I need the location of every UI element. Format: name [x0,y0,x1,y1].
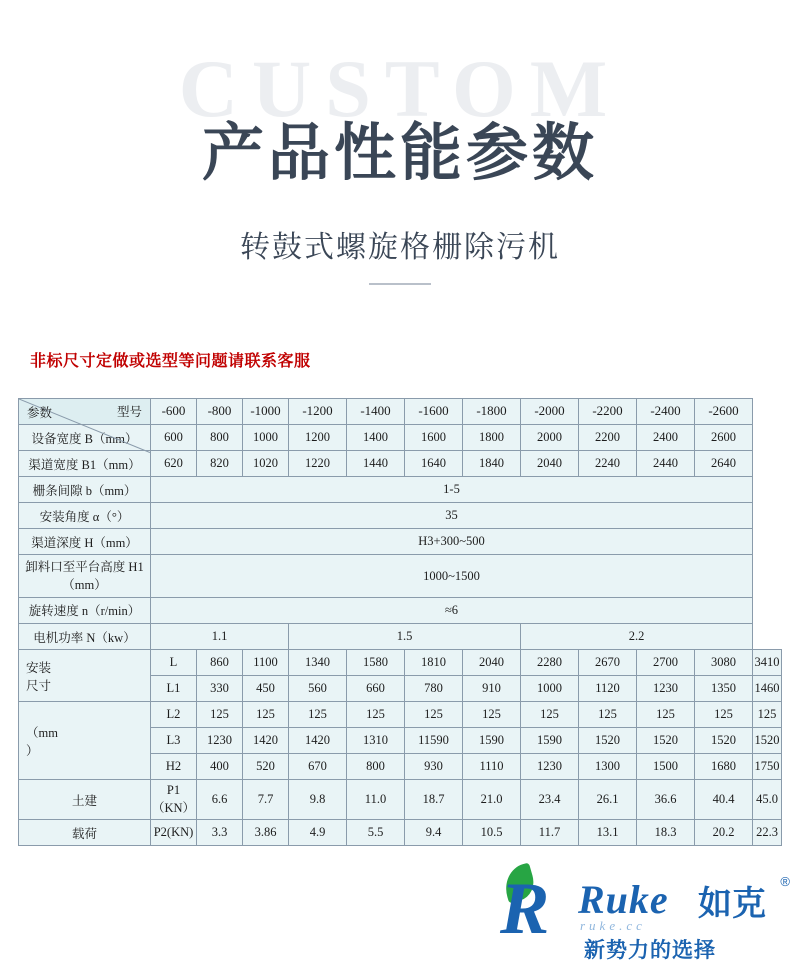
corner-header-cell [19,399,151,425]
load-group-label-a: 土建 [19,780,151,820]
table-cell: 2240 [579,451,637,477]
table-cell: 6.6 [197,780,243,820]
logo-brand-cn: 如克 [698,885,766,923]
table-row [19,650,782,676]
table-cell: 1420 [243,728,289,754]
model-header-cell: -1000 [243,399,289,425]
table-cell: 18.7 [405,780,463,820]
table-cell: 1230 [637,676,695,702]
table-cell: 2670 [579,650,637,676]
table-cell: 125 [463,702,521,728]
table-cell: 9.4 [405,820,463,846]
table-cell: 2700 [637,650,695,676]
table-cell: 400 [197,754,243,780]
table-cell: 3.3 [197,820,243,846]
table-cell: 1120 [579,676,637,702]
row-label: 旋转速度 n（r/min） [19,598,151,624]
table-cell: 1100 [243,650,289,676]
row-label: 栅条间隙 b（mm） [19,477,151,503]
table-cell: 1110 [463,754,521,780]
table-cell: 125 [753,702,782,728]
table-cell-merged: 1-5 [151,477,753,503]
table-cell: 820 [197,451,243,477]
row-label: 渠道深度 H（mm） [19,529,151,555]
table-cell: 1590 [463,728,521,754]
custom-size-notice: 非标尺寸定做或选型等问题请联系客服 [30,353,311,370]
table-cell: 1300 [579,754,637,780]
table-cell: 1340 [289,650,347,676]
table-row [19,598,782,624]
table-cell: 125 [243,702,289,728]
table-cell: 13.1 [579,820,637,846]
table-cell: 11590 [405,728,463,754]
table-cell: 1800 [463,425,521,451]
table-row [19,477,782,503]
table-cell: 2000 [521,425,579,451]
table-cell: 560 [289,676,347,702]
table-cell: 1420 [289,728,347,754]
table-row [19,702,782,728]
table-cell: 11.0 [347,780,405,820]
table-cell: 1460 [753,676,782,702]
table-row [19,555,782,598]
table-cell: 1640 [405,451,463,477]
table-header-row [19,399,782,425]
table-cell: 1350 [695,676,753,702]
table-cell: 125 [405,702,463,728]
table-cell: 21.0 [463,780,521,820]
logo-domain: ruke.cc [580,918,646,933]
load-row-name: P1（KN） [151,780,197,820]
table-cell: 1230 [197,728,243,754]
table-cell: 1810 [405,650,463,676]
model-header-cell: -2400 [637,399,695,425]
registered-trademark-icon: ® [780,874,790,889]
row-label: 卸料口至平台高度 H1（mm） [19,555,151,598]
table-cell: 660 [347,676,405,702]
watermark-text: CUSTOM [178,43,622,134]
title-divider [369,283,431,285]
table-row [19,820,782,846]
table-cell: 125 [521,702,579,728]
table-cell: 1000 [521,676,579,702]
table-row-motor-power [19,624,782,650]
table-cell: 125 [347,702,405,728]
table-cell: 930 [405,754,463,780]
table-cell-merged: ≈6 [151,598,753,624]
table-cell: 520 [243,754,289,780]
model-header-cell: -1200 [289,399,347,425]
table-cell: 2640 [695,451,753,477]
table-cell: 7.7 [243,780,289,820]
table-cell: 800 [197,425,243,451]
table-cell: 1590 [521,728,579,754]
table-cell: 125 [579,702,637,728]
table-cell: 1520 [753,728,782,754]
model-header-cell: -1800 [463,399,521,425]
power-group-cell: 1.5 [289,624,521,650]
dimension-group-label-b [19,702,151,780]
table-cell: 1310 [347,728,405,754]
table-cell: 3410 [753,650,782,676]
page-header [0,0,800,320]
table-cell: 2200 [579,425,637,451]
table-cell: 18.3 [637,820,695,846]
table-cell: 800 [347,754,405,780]
table-cell: 1230 [521,754,579,780]
page-title: 产品性能参数 [201,119,598,188]
table-cell: 1520 [695,728,753,754]
table-cell: 125 [637,702,695,728]
spec-table-wrapper [18,398,782,846]
table-cell: 330 [197,676,243,702]
row-label: 渠道宽度 B1（mm） [19,451,151,477]
model-header-cell: -1400 [347,399,405,425]
dimension-row-name: L3 [151,728,197,754]
table-cell-merged: H3+300~500 [151,529,753,555]
table-cell: 1440 [347,451,405,477]
table-cell: 910 [463,676,521,702]
model-header-cell: -2000 [521,399,579,425]
table-cell: 40.4 [695,780,753,820]
table-cell: 2600 [695,425,753,451]
dimension-label-line: 尺寸 [26,678,52,693]
company-logo [492,860,792,964]
load-group-label-b: 载荷 [19,820,151,846]
table-cell: 125 [197,702,243,728]
spec-table [18,398,782,846]
table-row [19,529,782,555]
dimension-group-label-a [19,650,151,702]
table-cell: 1220 [289,451,347,477]
logo-slogan: 新势力的选择 [584,939,716,962]
table-cell: 2400 [637,425,695,451]
dimension-label-line: （mm [26,725,58,740]
table-cell-merged: 1000~1500 [151,555,753,598]
model-header-cell: -2200 [579,399,637,425]
dimension-row-name: L [151,650,197,676]
table-cell: 450 [243,676,289,702]
table-cell: 2040 [463,650,521,676]
table-cell: 2280 [521,650,579,676]
dimension-label-line: 安装 [26,660,52,675]
table-cell: 26.1 [579,780,637,820]
table-cell: 10.5 [463,820,521,846]
row-label: 安装角度 α（°） [19,503,151,529]
table-cell: 620 [151,451,197,477]
table-cell: 125 [289,702,347,728]
power-group-cell: 2.2 [521,624,753,650]
corner-model-label: 型号 [116,405,142,419]
load-row-name: P2(KN) [151,820,197,846]
dimension-row-name: L2 [151,702,197,728]
table-cell: 1520 [579,728,637,754]
table-cell: 22.3 [753,820,782,846]
table-cell: 780 [405,676,463,702]
table-cell: 2040 [521,451,579,477]
table-cell: 20.2 [695,820,753,846]
model-header-cell: -600 [151,399,197,425]
table-cell: 1580 [347,650,405,676]
table-cell: 1000 [243,425,289,451]
table-cell: 600 [151,425,197,451]
table-cell: 3.86 [243,820,289,846]
table-cell: 5.5 [347,820,405,846]
model-header-cell: -800 [197,399,243,425]
table-cell-merged: 35 [151,503,753,529]
page-subtitle: 转鼓式螺旋格栅除污机 [240,231,560,264]
table-cell: 1840 [463,451,521,477]
corner-param-label: 参数 [27,406,53,420]
dimension-row-name: L1 [151,676,197,702]
dimension-label-line: ） [26,743,39,758]
logo-brand-en: Ruke [578,877,669,922]
table-cell: 1600 [405,425,463,451]
table-row [19,451,782,477]
table-row [19,780,782,820]
table-cell: 1680 [695,754,753,780]
table-row [19,503,782,529]
model-header-cell: -2600 [695,399,753,425]
table-cell: 23.4 [521,780,579,820]
row-label: 电机功率 N（kw） [19,624,151,650]
table-cell: 9.8 [289,780,347,820]
dimension-row-name: H2 [151,754,197,780]
table-cell: 670 [289,754,347,780]
table-cell: 36.6 [637,780,695,820]
model-header-cell: -1600 [405,399,463,425]
table-cell: 1520 [637,728,695,754]
row-label: 设备宽度 B（mm） [19,425,151,451]
table-cell: 45.0 [753,780,782,820]
table-cell: 1020 [243,451,289,477]
power-group-cell: 1.1 [151,624,289,650]
table-cell: 3080 [695,650,753,676]
table-cell: 125 [695,702,753,728]
table-cell: 1750 [753,754,782,780]
table-cell: 2440 [637,451,695,477]
table-cell: 860 [197,650,243,676]
table-cell: 11.7 [521,820,579,846]
table-cell: 1400 [347,425,405,451]
table-cell: 4.9 [289,820,347,846]
table-cell: 1200 [289,425,347,451]
table-cell: 1500 [637,754,695,780]
logo-mark-letter: R [500,868,550,950]
